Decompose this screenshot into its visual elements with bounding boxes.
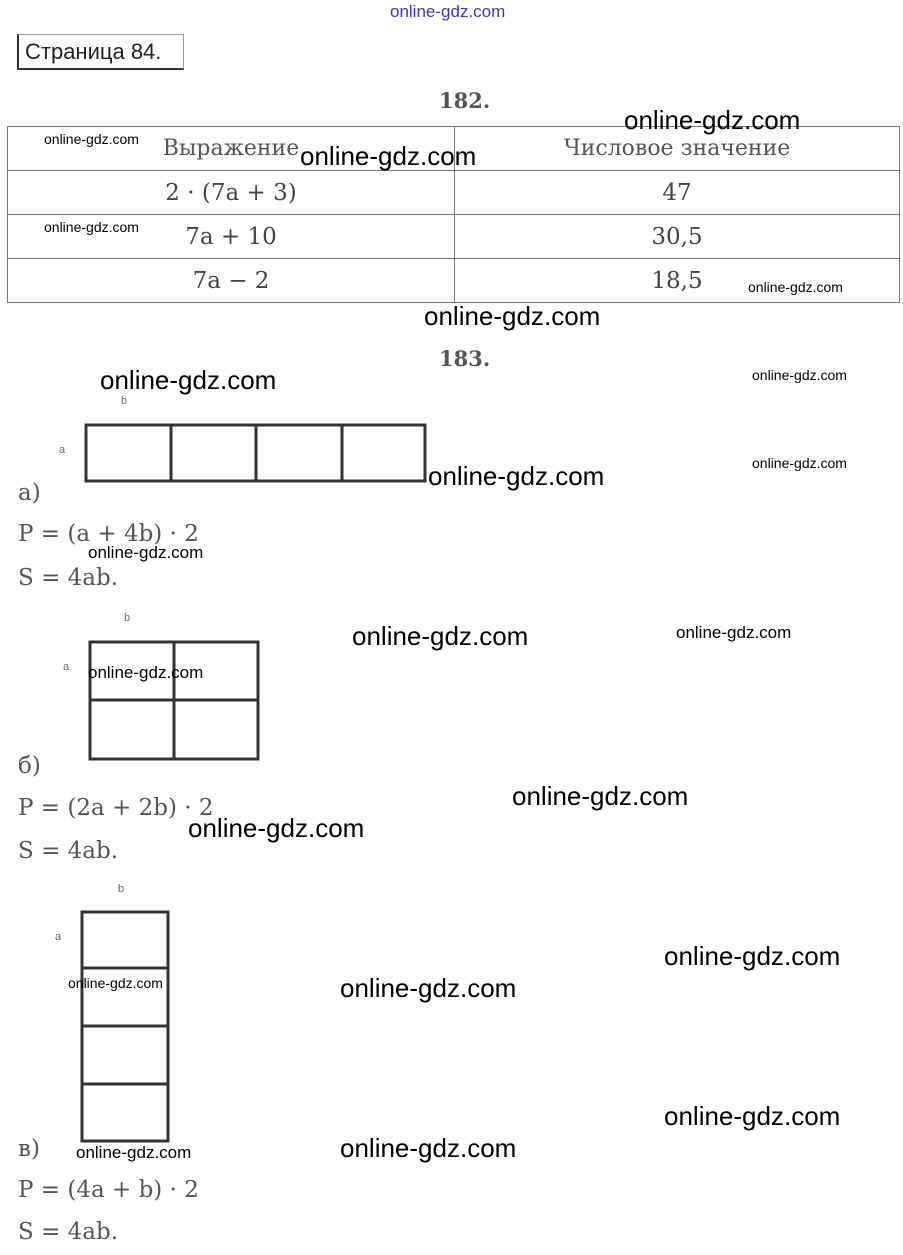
- watermark: online-gdz.com: [100, 365, 277, 395]
- watermark: online-gdz.com: [664, 1101, 841, 1131]
- side-b-label: b: [121, 395, 128, 407]
- part-b-perimeter: P = (2a + 2b) · 2: [18, 795, 214, 821]
- column-header-expression: Выражение: [8, 127, 455, 171]
- side-a-label: a: [59, 444, 66, 456]
- watermark: online-gdz.com: [340, 973, 517, 1003]
- watermark: online-gdz.com: [188, 813, 365, 843]
- side-b-label: b: [124, 612, 131, 624]
- part-a-perimeter: P = (a + 4b) · 2: [18, 521, 199, 547]
- watermark: online-gdz.com: [664, 941, 841, 971]
- part-c-perimeter: P = (4a + b) · 2: [18, 1177, 199, 1203]
- watermark: online-gdz.com: [752, 367, 847, 383]
- watermark: online-gdz.com: [76, 1143, 192, 1162]
- expression-cell: 2 · (7a + 3): [8, 171, 455, 215]
- value-cell: 18,5: [455, 259, 900, 303]
- watermark: online-gdz.com: [752, 455, 847, 471]
- part-a-label: а): [18, 480, 41, 506]
- watermark: online-gdz.com: [624, 105, 801, 135]
- side-b-label: b: [118, 883, 125, 895]
- watermark: online-gdz.com: [44, 131, 139, 147]
- watermark: online-gdz.com: [748, 279, 843, 295]
- watermark: online-gdz.com: [300, 141, 477, 171]
- watermark: online-gdz.com: [676, 623, 792, 642]
- watermark: online-gdz.com: [340, 1133, 517, 1163]
- part-b-label: б): [18, 753, 41, 779]
- watermark: online-gdz.com: [68, 975, 163, 991]
- exercise-183-number: 183.: [439, 346, 491, 371]
- expression-cell: 7a − 2: [8, 259, 455, 303]
- part-a-area: S = 4ab.: [18, 565, 119, 591]
- watermark: online-gdz.com: [352, 621, 529, 651]
- site-header-link[interactable]: online-gdz.com: [390, 2, 506, 21]
- watermark: online-gdz.com: [88, 543, 204, 562]
- value-cell: 30,5: [455, 215, 900, 259]
- part-c-area: S = 4ab.: [18, 1219, 119, 1245]
- expression-cell: 7a + 10: [8, 215, 455, 259]
- watermark: online-gdz.com: [44, 219, 139, 235]
- watermark: online-gdz.com: [88, 663, 204, 682]
- side-a-label: a: [55, 931, 62, 943]
- column-header-value: Числовое значение: [455, 127, 900, 171]
- page-label: Страница 84.: [17, 34, 184, 70]
- part-c-label: в): [18, 1136, 40, 1162]
- watermark: online-gdz.com: [512, 781, 689, 811]
- exercise-182-number: 182.: [439, 88, 491, 113]
- value-cell: 47: [455, 171, 900, 215]
- part-b-area: S = 4ab.: [18, 838, 119, 864]
- watermark: online-gdz.com: [428, 461, 605, 491]
- side-a-label: a: [63, 661, 70, 673]
- watermark: online-gdz.com: [424, 301, 601, 331]
